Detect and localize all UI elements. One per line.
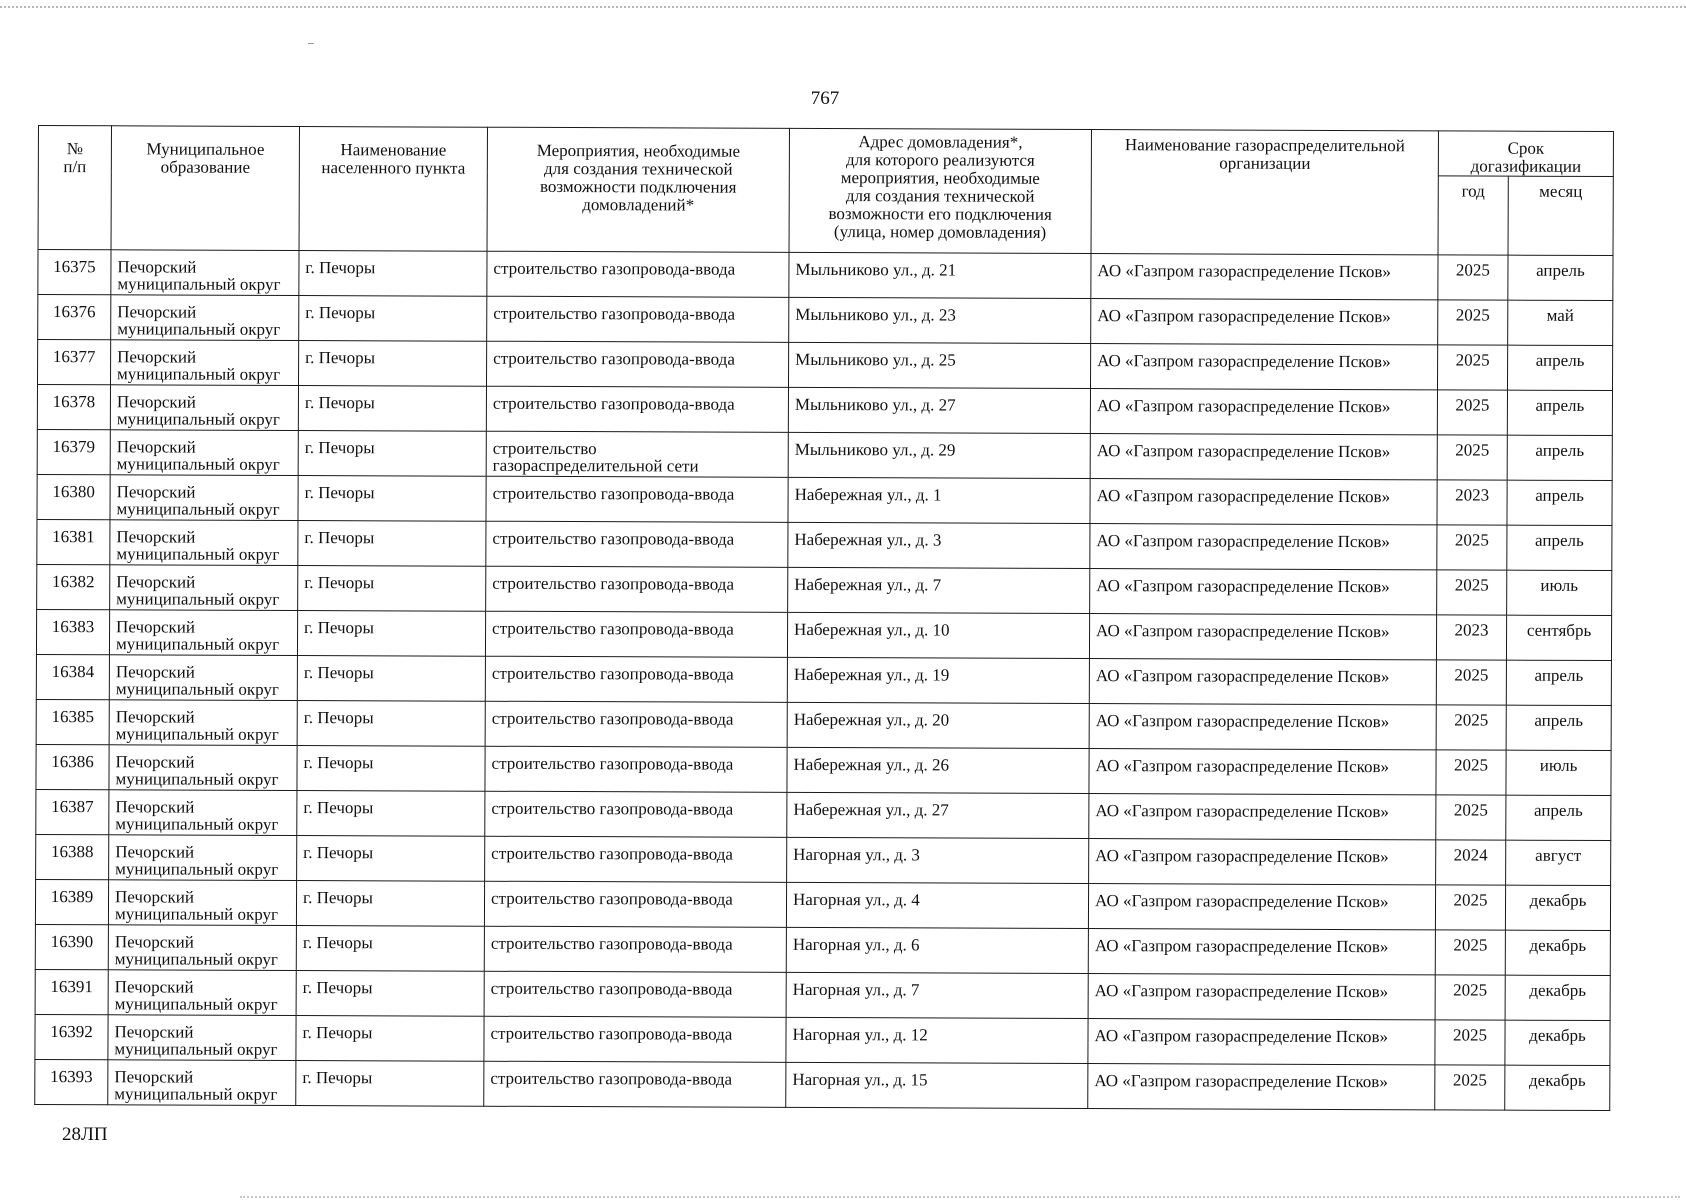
- cell-organization: АО «Газпром газораспределение Псков»: [1088, 929, 1435, 975]
- table-row: [35, 969, 1610, 1020]
- cell-event: строительство газопровода-ввода: [485, 791, 787, 837]
- cell-num: 16385: [36, 699, 109, 744]
- cell-month: декабрь: [1505, 885, 1610, 930]
- cell-event: строительство газопровода-ввода: [485, 701, 787, 747]
- cell-year: 2025: [1437, 525, 1507, 570]
- cell-organization: АО «Газпром газораспределение Псков»: [1090, 434, 1437, 480]
- header-row: [38, 126, 1613, 177]
- cell-year: 2025: [1436, 750, 1506, 795]
- cell-settlement: г. Печоры: [296, 880, 484, 926]
- cell-year: 2025: [1435, 975, 1505, 1020]
- cell-address: Мыльниково ул., д. 27: [788, 387, 1090, 433]
- cell-num: 16390: [35, 924, 108, 969]
- table-row: [38, 250, 1613, 301]
- cell-month: апрель: [1506, 705, 1611, 750]
- cell-year: 2025: [1435, 1020, 1505, 1065]
- cell-address: Нагорная ул., д. 15: [786, 1062, 1088, 1108]
- table-row: [37, 474, 1612, 525]
- table-row: [36, 654, 1611, 705]
- cell-organization: АО «Газпром газораспределение Псков»: [1091, 254, 1438, 300]
- cell-address: Мыльниково ул., д. 21: [789, 252, 1091, 298]
- table-row: [36, 744, 1611, 795]
- cell-settlement: г. Печоры: [299, 341, 487, 387]
- header-settlement: Наименование населенного пункта: [299, 127, 487, 252]
- cell-year: 2025: [1436, 795, 1506, 840]
- cell-address: Набережная ул., д. 1: [788, 477, 1090, 523]
- cell-settlement: г. Печоры: [296, 925, 484, 971]
- cell-settlement: г. Печоры: [298, 431, 486, 477]
- table-row: [35, 1014, 1610, 1065]
- cell-settlement: г. Печоры: [298, 521, 486, 567]
- cell-num: 16387: [36, 789, 109, 834]
- cell-settlement: г. Печоры: [296, 1015, 484, 1061]
- cell-event: строительство газопровода-ввода: [485, 611, 787, 657]
- cell-address: Набережная ул., д. 26: [787, 747, 1089, 793]
- cell-organization: АО «Газпром газораспределение Псков»: [1090, 524, 1437, 570]
- cell-municipality: Печорский муниципальный округ: [108, 1060, 296, 1106]
- cell-event: строительство газопровода-ввода: [487, 251, 789, 297]
- header-address: Адрес домовладения*, для которого реализуются мероприятия, необходимые для создания технической возможности его подключения (улица, номер домовладения): [789, 128, 1091, 253]
- cell-event: строительство газопровода-ввода: [484, 1061, 786, 1107]
- header-term: Срок догазификации: [1438, 131, 1613, 177]
- cell-event: строительство газопровода-ввода: [485, 746, 787, 792]
- cell-event: строительство газопровода-ввода: [484, 971, 786, 1017]
- cell-address: Набережная ул., д. 10: [787, 612, 1089, 658]
- cell-month: июль: [1507, 570, 1612, 615]
- table-row: [38, 295, 1613, 346]
- cell-num: 16381: [37, 519, 110, 564]
- cell-month: май: [1508, 300, 1613, 345]
- cell-municipality: Печорский муниципальный округ: [110, 430, 298, 476]
- cell-num: 16392: [35, 1014, 108, 1059]
- cell-event: строительство газопровода-ввода: [484, 926, 786, 972]
- header-organization: Наименование газораспределительной организации: [1091, 130, 1438, 255]
- cell-municipality: Печорский муниципальный округ: [108, 1015, 296, 1061]
- cell-address: Мыльниково ул., д. 29: [788, 432, 1090, 478]
- cell-num: 16383: [36, 609, 109, 654]
- cell-settlement: г. Печоры: [296, 1060, 484, 1106]
- cell-address: Нагорная ул., д. 4: [786, 882, 1088, 928]
- cell-organization: АО «Газпром газораспределение Псков»: [1090, 569, 1437, 615]
- cell-num: 16389: [35, 879, 108, 924]
- table-row: [36, 834, 1611, 885]
- cell-organization: АО «Газпром газораспределение Псков»: [1088, 1064, 1435, 1110]
- cell-event: строительство газопровода-ввода: [486, 476, 788, 522]
- cell-event: строительство газопровода-ввода: [486, 521, 788, 567]
- cell-year: 2024: [1436, 840, 1506, 885]
- table-row: [37, 519, 1612, 570]
- cell-address: Набережная ул., д. 20: [787, 702, 1089, 748]
- cell-year: 2025: [1438, 300, 1508, 345]
- table-row: [35, 879, 1610, 930]
- cell-address: Нагорная ул., д. 12: [786, 1017, 1088, 1063]
- cell-num: 16378: [37, 385, 110, 430]
- cell-month: декабрь: [1505, 1020, 1610, 1065]
- cell-event: строительство газораспределительной сети: [486, 431, 788, 477]
- cell-municipality: Печорский муниципальный округ: [111, 295, 299, 341]
- cell-month: апрель: [1507, 525, 1612, 570]
- cell-settlement: г. Печоры: [297, 656, 485, 702]
- cell-settlement: г. Печоры: [299, 296, 487, 342]
- cell-settlement: г. Печоры: [297, 700, 485, 746]
- cell-organization: АО «Газпром газораспределение Псков»: [1089, 839, 1436, 885]
- cell-num: 16377: [38, 340, 111, 385]
- cell-num: 16384: [36, 654, 109, 699]
- cell-num: 16393: [35, 1059, 108, 1104]
- cell-month: апрель: [1507, 435, 1612, 480]
- cell-num: 16380: [37, 474, 110, 519]
- cell-settlement: г. Печоры: [298, 386, 486, 432]
- table-row: [35, 924, 1610, 975]
- cell-address: Мыльниково ул., д. 25: [788, 342, 1090, 388]
- cell-municipality: Печорский муниципальный округ: [108, 925, 296, 971]
- cell-municipality: Печорский муниципальный округ: [109, 835, 297, 881]
- table-row: [37, 385, 1612, 436]
- table-row: [37, 429, 1612, 480]
- cell-organization: АО «Газпром газораспределение Псков»: [1089, 749, 1436, 795]
- cell-month: июль: [1506, 750, 1611, 795]
- table-row: [37, 564, 1612, 615]
- cell-settlement: г. Печоры: [298, 476, 486, 522]
- header-year: год: [1438, 176, 1508, 255]
- cell-municipality: Печорский муниципальный округ: [111, 340, 299, 386]
- cell-year: 2025: [1436, 660, 1506, 705]
- cell-municipality: Печорский муниципальный округ: [110, 565, 298, 611]
- table-row: [35, 1059, 1610, 1110]
- cell-month: август: [1506, 840, 1611, 885]
- cell-municipality: Печорский муниципальный округ: [108, 970, 296, 1016]
- scan-bottom-edge: [240, 1196, 1680, 1198]
- cell-year: 2025: [1437, 390, 1507, 435]
- cell-num: 16375: [38, 250, 111, 295]
- cell-address: Нагорная ул., д. 7: [786, 972, 1088, 1018]
- cell-event: строительство газопровода-ввода: [486, 566, 788, 612]
- header-municipality: Муниципальное образование: [111, 126, 299, 251]
- cell-month: апрель: [1506, 795, 1611, 840]
- cell-month: декабрь: [1505, 1065, 1610, 1110]
- table-row: [36, 609, 1611, 660]
- cell-organization: АО «Газпром газораспределение Псков»: [1090, 389, 1437, 435]
- header-num: № п/п: [38, 126, 111, 250]
- cell-organization: АО «Газпром газораспределение Псков»: [1090, 479, 1437, 525]
- cell-settlement: г. Печоры: [297, 835, 485, 881]
- cell-address: Набережная ул., д. 7: [788, 567, 1090, 613]
- cell-organization: АО «Газпром газораспределение Псков»: [1089, 704, 1436, 750]
- cell-address: Набережная ул., д. 3: [788, 522, 1090, 568]
- cell-month: декабрь: [1505, 930, 1610, 975]
- cell-organization: АО «Газпром газораспределение Псков»: [1088, 884, 1435, 930]
- scan-top-edge: [0, 6, 1686, 8]
- cell-organization: АО «Газпром газораспределение Псков»: [1089, 794, 1436, 840]
- cell-organization: АО «Газпром газораспределение Псков»: [1088, 1019, 1435, 1065]
- cell-settlement: г. Печоры: [297, 745, 485, 791]
- cell-municipality: Печорский муниципальный округ: [109, 790, 297, 836]
- cell-organization: АО «Газпром газораспределение Псков»: [1088, 974, 1435, 1020]
- cell-organization: АО «Газпром газораспределение Псков»: [1091, 299, 1438, 345]
- cell-address: Мыльниково ул., д. 23: [789, 297, 1091, 343]
- cell-municipality: Печорский муниципальный округ: [110, 385, 298, 431]
- cell-address: Набережная ул., д. 27: [787, 792, 1089, 838]
- cell-year: 2025: [1437, 345, 1507, 390]
- cell-municipality: Печорский муниципальный округ: [111, 250, 299, 296]
- cell-settlement: г. Печоры: [299, 251, 487, 297]
- cell-organization: АО «Газпром газораспределение Псков»: [1089, 659, 1436, 705]
- cell-address: Набережная ул., д. 19: [787, 657, 1089, 703]
- page-number: 767: [810, 88, 840, 109]
- cell-event: строительство газопровода-ввода: [485, 836, 787, 882]
- cell-event: строительство газопровода-ввода: [484, 881, 786, 927]
- cell-address: Нагорная ул., д. 6: [786, 927, 1088, 973]
- scan-speck: [308, 43, 314, 44]
- cell-year: 2025: [1435, 1065, 1505, 1110]
- cell-settlement: г. Печоры: [297, 611, 485, 657]
- cell-year: 2025: [1437, 570, 1507, 615]
- footer-code: 28ЛП: [62, 1124, 108, 1145]
- cell-settlement: г. Печоры: [296, 970, 484, 1016]
- cell-event: строительство газопровода-ввода: [487, 341, 789, 387]
- header-measures: Мероприятия, необходимые для создания технической возможности подключения домовладений*: [487, 127, 789, 252]
- cell-year: 2025: [1436, 705, 1506, 750]
- cell-event: строительство газопровода-ввода: [484, 1016, 786, 1062]
- cell-municipality: Печорский муниципальный округ: [110, 475, 298, 521]
- cell-num: 16379: [37, 429, 110, 474]
- header-month: месяц: [1508, 176, 1613, 255]
- cell-municipality: Печорский муниципальный округ: [108, 880, 296, 926]
- cell-num: 16376: [38, 295, 111, 340]
- table-body: [35, 250, 1613, 1111]
- cell-year: 2025: [1435, 930, 1505, 975]
- cell-event: строительство газопровода-ввода: [485, 656, 787, 702]
- cell-num: 16388: [36, 834, 109, 879]
- cell-year: 2025: [1437, 435, 1507, 480]
- cell-num: 16386: [36, 744, 109, 789]
- cell-num: 16391: [35, 969, 108, 1014]
- cell-organization: АО «Газпром газораспределение Псков»: [1090, 344, 1437, 390]
- cell-settlement: г. Печоры: [297, 790, 485, 836]
- table-row: [36, 699, 1611, 750]
- table-row: [36, 789, 1611, 840]
- table-row: [38, 340, 1613, 391]
- cell-municipality: Печорский муниципальный округ: [109, 655, 297, 701]
- cell-event: строительство газопровода-ввода: [486, 386, 788, 432]
- cell-month: апрель: [1507, 480, 1612, 525]
- cell-month: апрель: [1507, 345, 1612, 390]
- cell-municipality: Печорский муниципальный округ: [109, 700, 297, 746]
- cell-year: 2023: [1437, 480, 1507, 525]
- cell-event: строительство газопровода-ввода: [487, 296, 789, 342]
- cell-month: апрель: [1508, 255, 1613, 300]
- cell-month: сентябрь: [1506, 615, 1611, 660]
- cell-address: Нагорная ул., д. 3: [787, 837, 1089, 883]
- cell-municipality: Печорский муниципальный округ: [109, 745, 297, 791]
- cell-year: 2025: [1438, 255, 1508, 300]
- cell-month: декабрь: [1505, 975, 1610, 1020]
- cell-month: апрель: [1506, 660, 1611, 705]
- cell-municipality: Печорский муниципальный округ: [109, 610, 297, 656]
- cell-num: 16382: [37, 564, 110, 609]
- cell-settlement: г. Печоры: [298, 566, 486, 612]
- gasification-table: [34, 125, 1614, 1111]
- cell-organization: АО «Газпром газораспределение Псков»: [1089, 614, 1436, 660]
- cell-year: 2025: [1435, 885, 1505, 930]
- cell-month: апрель: [1507, 390, 1612, 435]
- cell-year: 2023: [1436, 615, 1506, 660]
- cell-municipality: Печорский муниципальный округ: [110, 520, 298, 566]
